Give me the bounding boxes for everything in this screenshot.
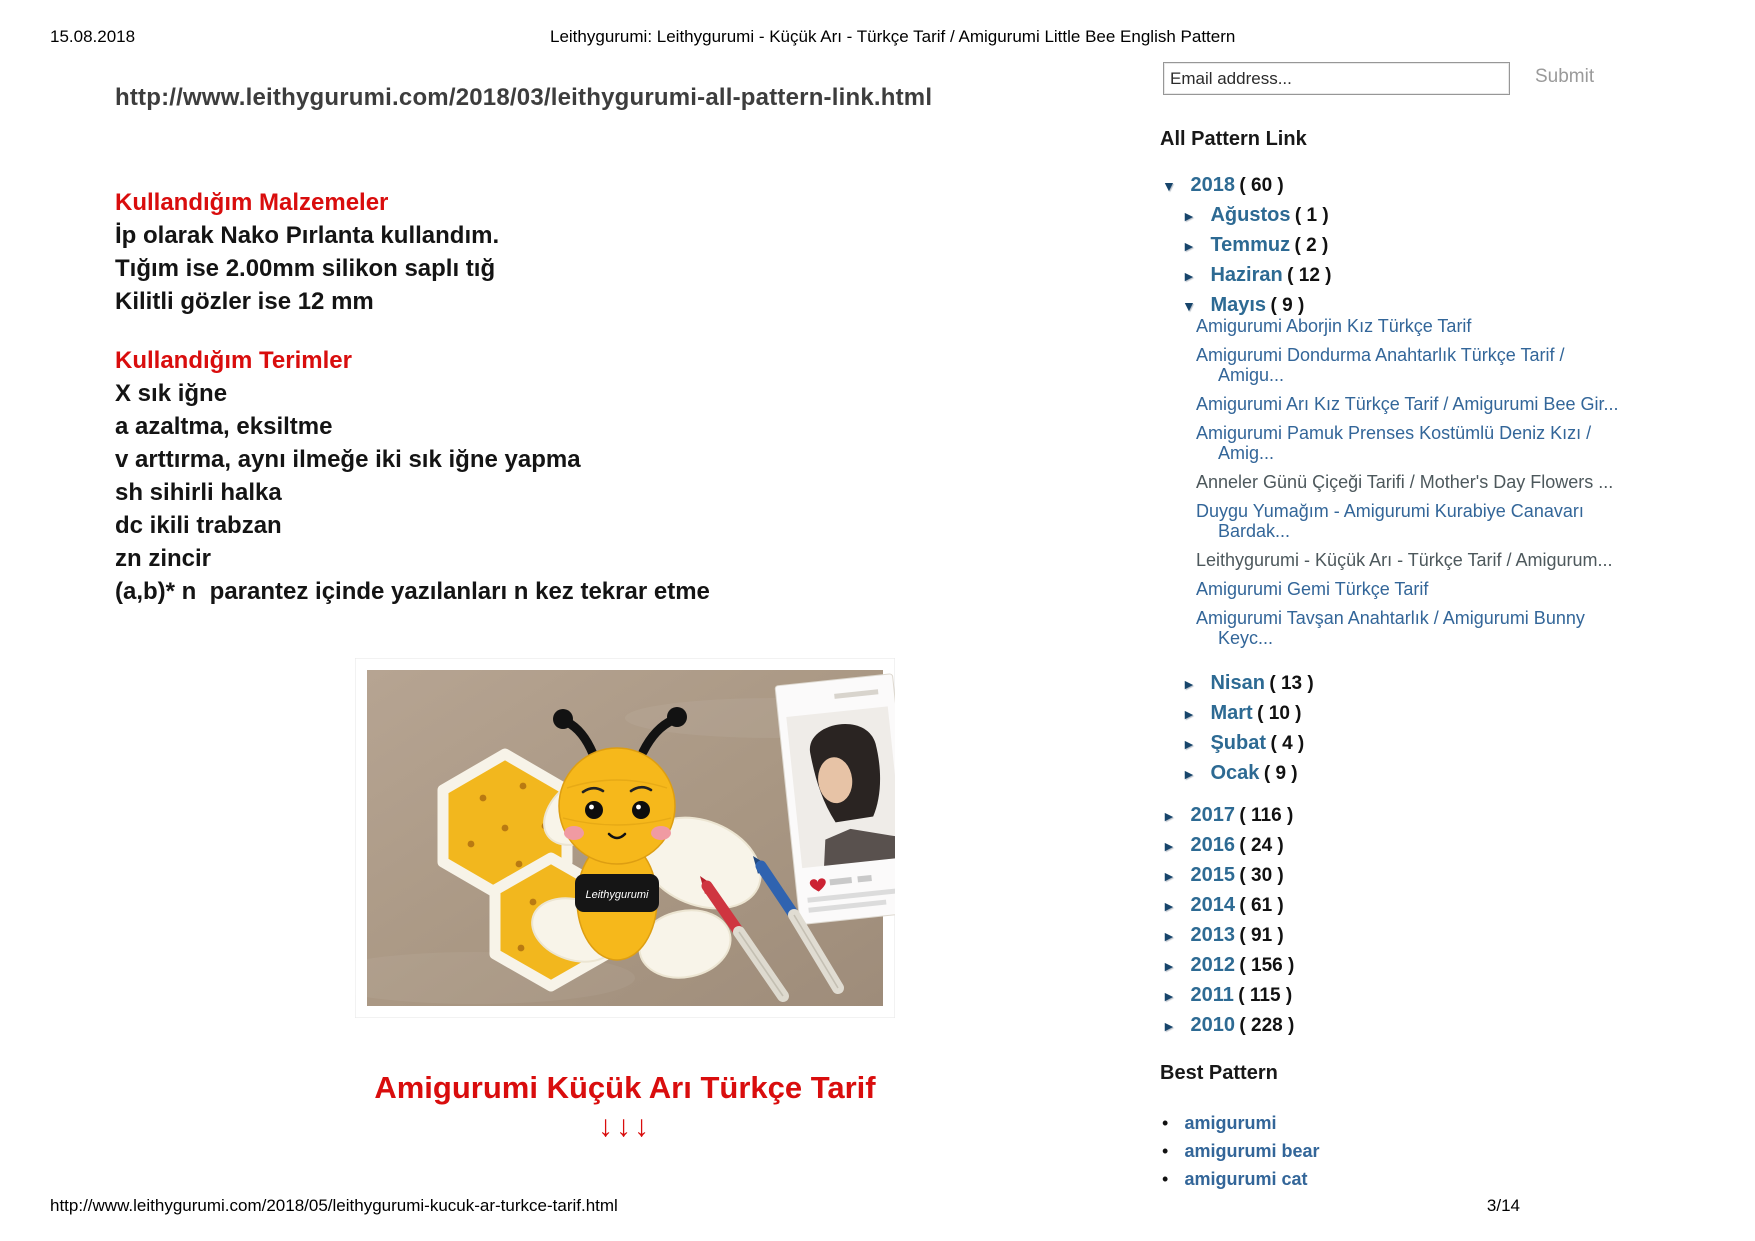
expand-icon[interactable]: ► bbox=[1182, 736, 1196, 752]
archive-post-link[interactable]: Leithygurumi - Küçük Arı - Türkçe Tarif / Amigurum... bbox=[1196, 550, 1613, 570]
terms-line: zn zincir bbox=[115, 545, 212, 572]
collapse-icon[interactable]: ▼ bbox=[1162, 178, 1176, 194]
bullet-icon: • bbox=[1162, 1169, 1169, 1189]
materials-heading: Kullandığım Malzemeler bbox=[115, 189, 389, 216]
archive-month-nisan[interactable]: ► Nisan ( 13 ) bbox=[1162, 668, 1314, 698]
materials-section bbox=[115, 186, 499, 318]
archive-month-subat[interactable]: ► Şubat ( 4 ) bbox=[1162, 728, 1314, 758]
collapse-icon[interactable]: ▼ bbox=[1182, 298, 1196, 314]
archive-years bbox=[1162, 800, 1294, 1040]
expand-icon[interactable]: ► bbox=[1162, 868, 1176, 884]
terms-line: dc ikili trabzan bbox=[115, 512, 282, 539]
archive-post-link[interactable]: Amigurumi Arı Kız Türkçe Tarif / Amigurumi Bee Gir... bbox=[1196, 394, 1619, 414]
terms-line: sh sihirli halka bbox=[115, 479, 282, 506]
archive-months-2018 bbox=[1162, 200, 1332, 320]
archive-heading: All Pattern Link bbox=[1160, 128, 1307, 150]
terms-section bbox=[115, 344, 710, 608]
submit-button[interactable]: Submit bbox=[1535, 66, 1595, 87]
best-pattern-link[interactable]: amigurumi bear bbox=[1184, 1141, 1320, 1161]
page-number: 3/14 bbox=[1486, 1196, 1520, 1215]
best-pattern-link[interactable]: amigurumi cat bbox=[1184, 1169, 1308, 1189]
archive-year-2014[interactable]: ► 2014 ( 61 ) bbox=[1162, 890, 1294, 920]
archive-post-link[interactable]: Amigurumi Aborjin Kız Türkçe Tarif bbox=[1196, 316, 1472, 336]
terms-line: a azaltma, eksiltme bbox=[115, 413, 333, 440]
header-date: 15.08.2018 bbox=[50, 27, 136, 46]
archive-post-list bbox=[1196, 316, 1620, 657]
terms-line: v arttırma, aynı ilmeğe iki sık iğne yapma bbox=[115, 446, 581, 473]
expand-icon[interactable]: ► bbox=[1162, 1018, 1176, 1034]
bullet-icon: • bbox=[1162, 1113, 1169, 1133]
best-pattern-link[interactable]: amigurumi bbox=[1184, 1113, 1277, 1133]
archive-year-2018[interactable]: ▼ 2018 ( 60 ) bbox=[1162, 170, 1284, 200]
archive-post-link[interactable]: Amigurumi Dondurma Anahtarlık Türkçe Tarif / Amigu... bbox=[1196, 345, 1565, 385]
expand-icon[interactable]: ► bbox=[1182, 766, 1196, 782]
expand-icon[interactable]: ► bbox=[1182, 676, 1196, 692]
materials-line: Tığım ise 2.00mm silikon saplı tığ bbox=[115, 255, 496, 282]
list-item bbox=[1162, 1168, 1320, 1196]
post-image bbox=[355, 658, 895, 1018]
photo-brand-label: Leithygurumi bbox=[585, 889, 649, 901]
email-input[interactable] bbox=[1163, 62, 1510, 95]
archive-month-temmuz[interactable]: ► Temmuz ( 2 ) bbox=[1162, 230, 1332, 260]
archive-year-2015[interactable]: ► 2015 ( 30 ) bbox=[1162, 860, 1294, 890]
header-document-title: Leithygurumi: Leithygurumi - Küçük Arı - Türkçe Tarif / Amigurumi Little Bee English Pattern bbox=[550, 27, 1236, 46]
expand-icon[interactable]: ► bbox=[1162, 928, 1176, 944]
materials-line: Kilitli gözler ise 12 mm bbox=[115, 288, 374, 315]
archive-year-2013[interactable]: ► 2013 ( 91 ) bbox=[1162, 920, 1294, 950]
footer-url: http://www.leithygurumi.com/2018/05/leithygurumi-kucuk-ar-turkce-tarif.html bbox=[50, 1196, 618, 1215]
archive-month-agustos[interactable]: ► Ağustos ( 1 ) bbox=[1162, 200, 1332, 230]
bee-photo-illustration bbox=[355, 658, 895, 1018]
expand-icon[interactable]: ► bbox=[1162, 808, 1176, 824]
archive-year-2012[interactable]: ► 2012 ( 156 ) bbox=[1162, 950, 1294, 980]
archive-post-link[interactable]: Amigurumi Gemi Türkçe Tarif bbox=[1196, 579, 1429, 599]
terms-line: X sık iğne bbox=[115, 380, 228, 407]
terms-line: (a,b)* n parantez içinde yazılanları n kez tekrar etme bbox=[115, 578, 710, 605]
archive-month-haziran[interactable]: ► Haziran ( 12 ) bbox=[1162, 260, 1332, 290]
expand-icon[interactable]: ► bbox=[1182, 208, 1196, 224]
archive-year-2010[interactable]: ► 2010 ( 228 ) bbox=[1162, 1010, 1294, 1040]
archive-post-link[interactable]: Duygu Yumağım - Amigurumi Kurabiye Canavarı Bardak... bbox=[1196, 501, 1584, 541]
down-arrows-icon: ↓↓↓ bbox=[598, 1110, 652, 1143]
best-pattern-heading: Best Pattern bbox=[1160, 1062, 1278, 1084]
terms-heading: Kullandığım Terimler bbox=[115, 347, 352, 374]
archive-post-link[interactable]: Amigurumi Tavşan Anahtarlık / Amigurumi Bunny Keyc... bbox=[1196, 608, 1585, 648]
archive-months-early-2018 bbox=[1162, 668, 1314, 788]
expand-icon[interactable]: ► bbox=[1162, 898, 1176, 914]
archive-month-mayis[interactable]: ▼ Mayıs ( 9 ) bbox=[1162, 290, 1332, 320]
all-pattern-link-url[interactable]: http://www.leithygurumi.com/2018/03/leithygurumi-all-pattern-link.html bbox=[115, 84, 933, 111]
best-pattern-list bbox=[1162, 1112, 1320, 1196]
expand-icon[interactable]: ► bbox=[1182, 238, 1196, 254]
expand-icon[interactable]: ► bbox=[1162, 988, 1176, 1004]
archive-post-link[interactable]: Anneler Günü Çiçeği Tarifi / Mother's Day Flowers ... bbox=[1196, 472, 1614, 492]
expand-icon[interactable]: ► bbox=[1162, 958, 1176, 974]
bullet-icon: • bbox=[1162, 1141, 1169, 1161]
archive-month-mart[interactable]: ► Mart ( 10 ) bbox=[1162, 698, 1314, 728]
list-item bbox=[1162, 1140, 1320, 1168]
archive-year-2016[interactable]: ► 2016 ( 24 ) bbox=[1162, 830, 1294, 860]
expand-icon[interactable]: ► bbox=[1182, 268, 1196, 284]
materials-line: İp olarak Nako Pırlanta kullandım. bbox=[115, 222, 500, 249]
archive-year-2017[interactable]: ► 2017 ( 116 ) bbox=[1162, 800, 1294, 830]
list-item bbox=[1162, 1112, 1320, 1140]
archive-year-2011[interactable]: ► 2011 ( 115 ) bbox=[1162, 980, 1294, 1010]
expand-icon[interactable]: ► bbox=[1182, 706, 1196, 722]
archive-post-link[interactable]: Amigurumi Pamuk Prenses Kostümlü Deniz Kızı / Amig... bbox=[1196, 423, 1592, 463]
expand-icon[interactable]: ► bbox=[1162, 838, 1176, 854]
post-title: Amigurumi Küçük Arı Türkçe Tarif bbox=[374, 1070, 876, 1105]
archive-month-ocak[interactable]: ► Ocak ( 9 ) bbox=[1162, 758, 1314, 788]
